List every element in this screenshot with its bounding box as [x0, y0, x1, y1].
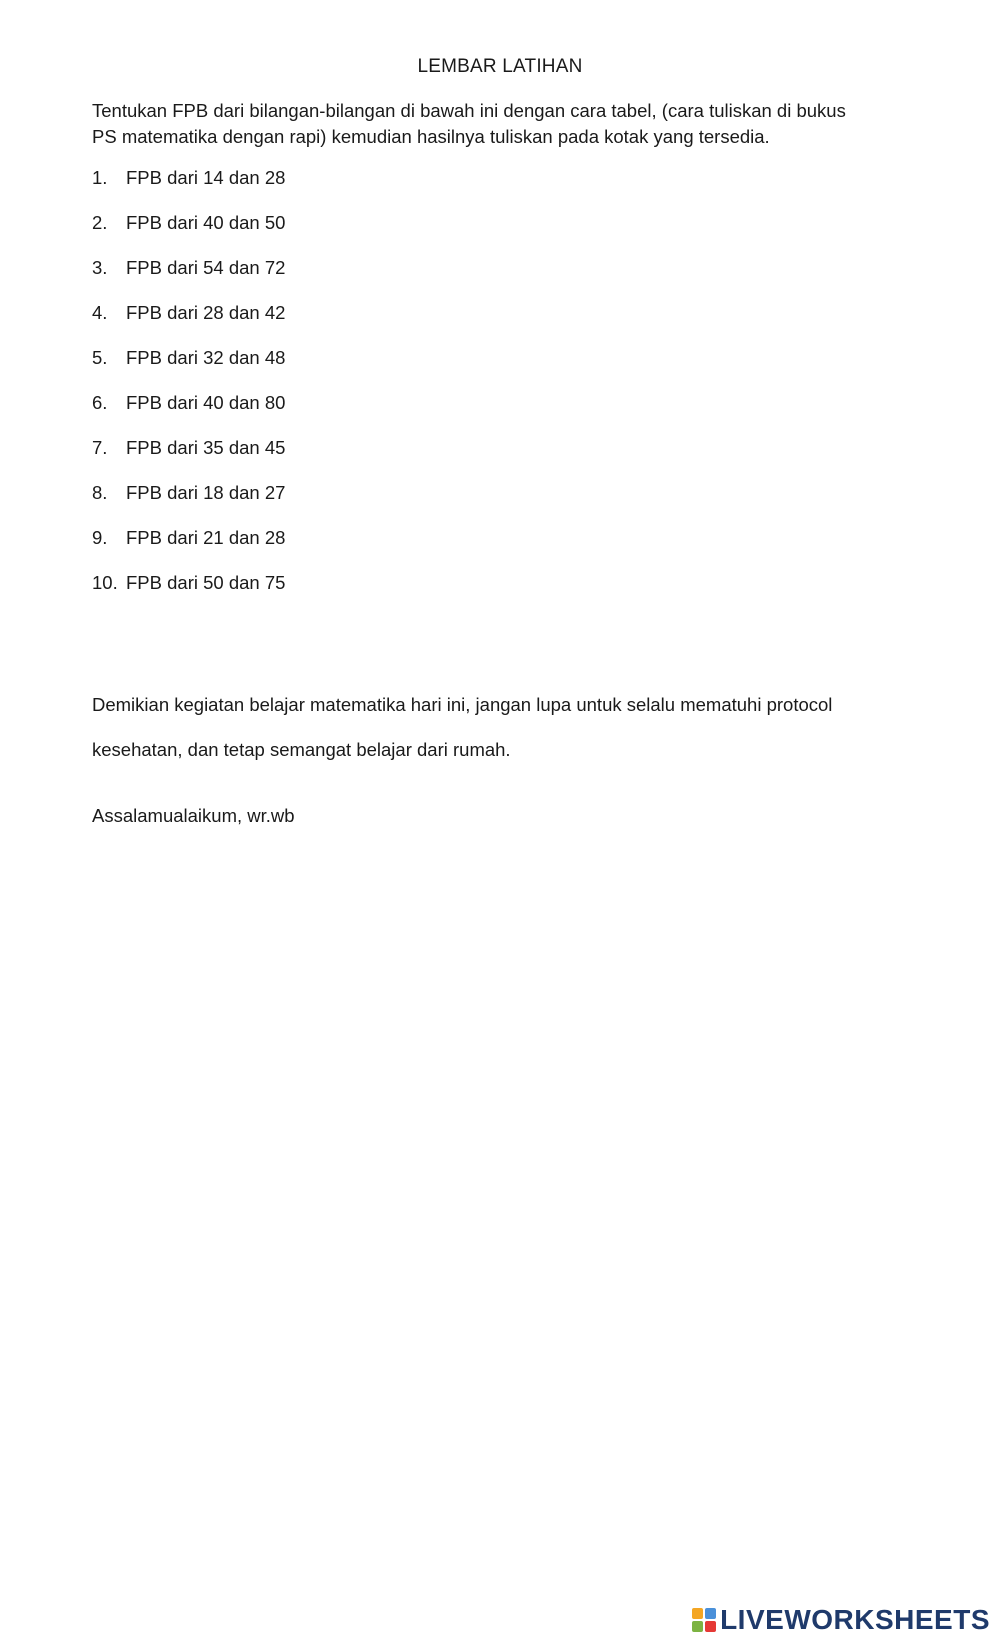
- instructions-line-2: PS matematika dengan rapi) kemudian hasilnya tuliskan pada kotak yang tersedia.: [92, 126, 770, 147]
- liveworksheets-brand: [692, 1605, 990, 1635]
- problem-number: 2.: [92, 212, 108, 233]
- problem-text: FPB dari 14 dan 28: [126, 167, 286, 188]
- problem-item-1: [92, 165, 285, 210]
- problem-text: FPB dari 21 dan 28: [126, 527, 286, 548]
- instructions-line-1: Tentukan FPB dari bilangan-bilangan di bawah ini dengan cara tabel, (cara tuliskan di bukus: [92, 100, 846, 121]
- instructions-paragraph: [92, 98, 912, 150]
- problem-item-10: [92, 570, 285, 615]
- problem-item-9: [92, 525, 285, 570]
- problem-text: FPB dari 40 dan 80: [126, 392, 286, 413]
- problem-item-4: [92, 300, 285, 345]
- problem-number: 6.: [92, 392, 108, 413]
- logo-tile-2: [705, 1608, 716, 1619]
- closing-paragraph: [92, 692, 912, 782]
- closing-line-2: kesehatan, dan tetap semangat belajar dari rumah.: [92, 739, 511, 760]
- problem-text: FPB dari 40 dan 50: [126, 212, 286, 233]
- logo-tile-1: [692, 1608, 703, 1619]
- problem-text: FPB dari 18 dan 27: [126, 482, 286, 503]
- brand-name: LIVEWORKSHEETS: [720, 1604, 990, 1635]
- problem-text: FPB dari 35 dan 45: [126, 437, 286, 458]
- problem-text: FPB dari 50 dan 75: [126, 572, 286, 593]
- logo-tile-3: [692, 1621, 703, 1632]
- problem-number: 5.: [92, 347, 108, 368]
- problem-text: FPB dari 28 dan 42: [126, 302, 286, 323]
- problem-number: 4.: [92, 302, 108, 323]
- logo-tile-4: [705, 1621, 716, 1632]
- problem-item-5: [92, 345, 285, 390]
- problem-number: 9.: [92, 527, 108, 548]
- problem-number: 8.: [92, 482, 108, 503]
- problem-text: FPB dari 54 dan 72: [126, 257, 286, 278]
- page-title: LEMBAR LATIHAN: [417, 56, 583, 77]
- problem-text: FPB dari 32 dan 48: [126, 347, 286, 368]
- problem-number: 3.: [92, 257, 108, 278]
- problem-list: [92, 165, 285, 615]
- problem-item-6: [92, 390, 285, 435]
- problem-number: 1.: [92, 167, 108, 188]
- problem-item-2: [92, 210, 285, 255]
- problem-number: 7.: [92, 437, 108, 458]
- problem-item-7: [92, 435, 285, 480]
- problem-item-3: [92, 255, 285, 300]
- closing-line-1: Demikian kegiatan belajar matematika hari ini, jangan lupa untuk selalu mematuhi protocol: [92, 694, 833, 715]
- problem-item-8: [92, 480, 285, 525]
- problem-number: 10.: [92, 572, 118, 593]
- greeting-text: Assalamualaikum, wr.wb: [92, 805, 295, 826]
- liveworksheets-logo-icon: [692, 1608, 716, 1632]
